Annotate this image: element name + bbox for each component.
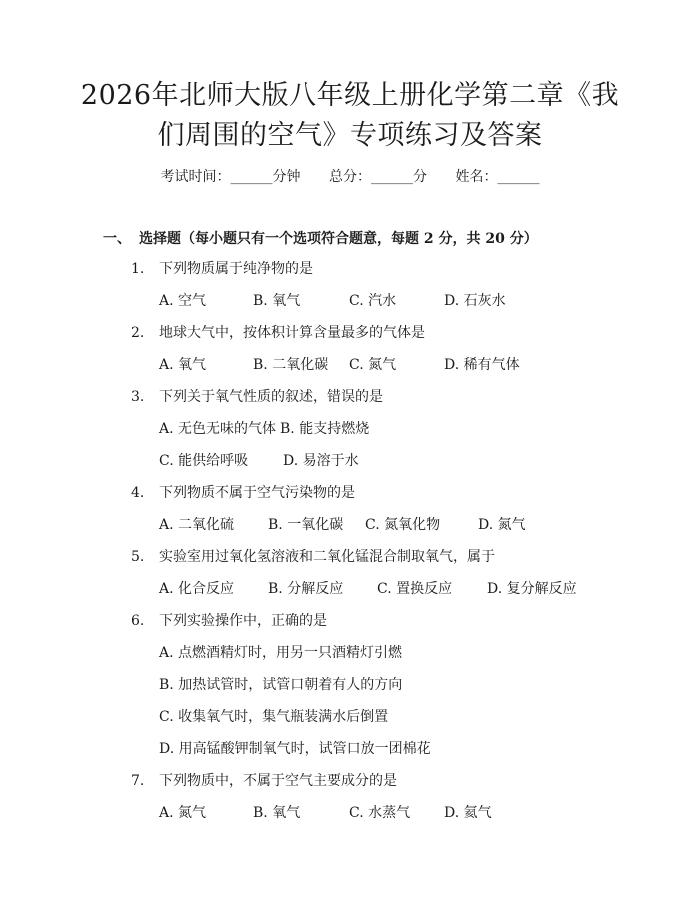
- question-stem: [131, 609, 327, 633]
- option: B. 二氧化碳: [253, 357, 329, 373]
- exam-total-score: 总分：______分: [329, 169, 427, 185]
- option: A. 化合反应: [159, 581, 235, 597]
- section-title: 选择题（每小题只有一个选项符合题意，每题 2 分，共 20 分）: [139, 231, 538, 247]
- question-number: 5.: [131, 549, 145, 565]
- question-text: 实验室用过氧化氢溶液和二氧化锰混合制取氧气，属于: [159, 549, 495, 565]
- question-stem: [131, 769, 397, 793]
- option: C. 置换反应: [377, 581, 453, 597]
- option: C. 氮气: [349, 357, 397, 373]
- option: B. 加热试管时，试管口朝着有人的方向: [159, 677, 403, 693]
- option: D. 氮气: [478, 517, 526, 533]
- option: D. 石灰水: [444, 293, 506, 309]
- section-number: 一、: [103, 231, 131, 247]
- question-text: 下列关于氧气性质的叙述，错误的是: [159, 389, 383, 405]
- option: D. 易溶于水: [283, 453, 359, 469]
- option: A. 氧气: [159, 357, 207, 373]
- student-name: 姓名：______: [455, 169, 540, 185]
- question-number: 3.: [131, 389, 145, 405]
- question-stem: [131, 257, 313, 281]
- exam-info: [0, 166, 700, 188]
- option: D. 复分解反应: [487, 581, 577, 597]
- option: B. 能支持燃烧: [280, 421, 370, 437]
- question-text: 下列实验操作中，正确的是: [159, 613, 327, 629]
- question-text: 地球大气中，按体积计算含量最多的气体是: [159, 325, 425, 341]
- option: C. 能供给呼吸: [159, 453, 249, 469]
- question-text: 下列物质不属于空气污染物的是: [159, 485, 355, 501]
- option: C. 汽水: [349, 293, 397, 309]
- document-title-line-2: 们周围的空气》专项练习及答案: [157, 120, 543, 151]
- exam-time: 考试时间：______分钟: [160, 169, 301, 185]
- question-stem: [131, 545, 495, 569]
- option: B. 分解反应: [268, 581, 344, 597]
- section-heading: [103, 227, 538, 251]
- option: B. 一氧化碳: [268, 517, 344, 533]
- question-number: 1.: [131, 261, 145, 277]
- question-stem: [131, 321, 425, 345]
- question-stem: [131, 385, 383, 409]
- option: B. 氧气: [253, 293, 301, 309]
- option: A. 点燃酒精灯时，用另一只酒精灯引燃: [159, 645, 403, 661]
- option: D. 用高锰酸钾制氧气时，试管口放一团棉花: [159, 741, 431, 757]
- option: A. 空气: [159, 293, 207, 309]
- question-number: 2.: [131, 325, 145, 341]
- option: C. 收集氧气时，集气瓶装满水后倒置: [159, 709, 389, 725]
- document-title-line-1: 2026年北师大版八年级上册化学第二章《我: [80, 80, 620, 111]
- question-text: 下列物质属于纯净物的是: [159, 261, 313, 277]
- option: C. 水蒸气: [349, 805, 411, 821]
- option: B. 氧气: [253, 805, 301, 821]
- question-stem: [131, 481, 355, 505]
- option: C. 氮氧化物: [365, 517, 441, 533]
- question-text: 下列物质中，不属于空气主要成分的是: [159, 773, 397, 789]
- question-number: 4.: [131, 485, 145, 501]
- option: A. 氮气: [159, 805, 207, 821]
- option: D. 稀有气体: [444, 357, 520, 373]
- option: D. 氦气: [444, 805, 492, 821]
- option: A. 无色无味的气体: [159, 421, 277, 437]
- question-number: 6.: [131, 613, 145, 629]
- question-number: 7.: [131, 773, 145, 789]
- option: A. 二氧化硫: [159, 517, 235, 533]
